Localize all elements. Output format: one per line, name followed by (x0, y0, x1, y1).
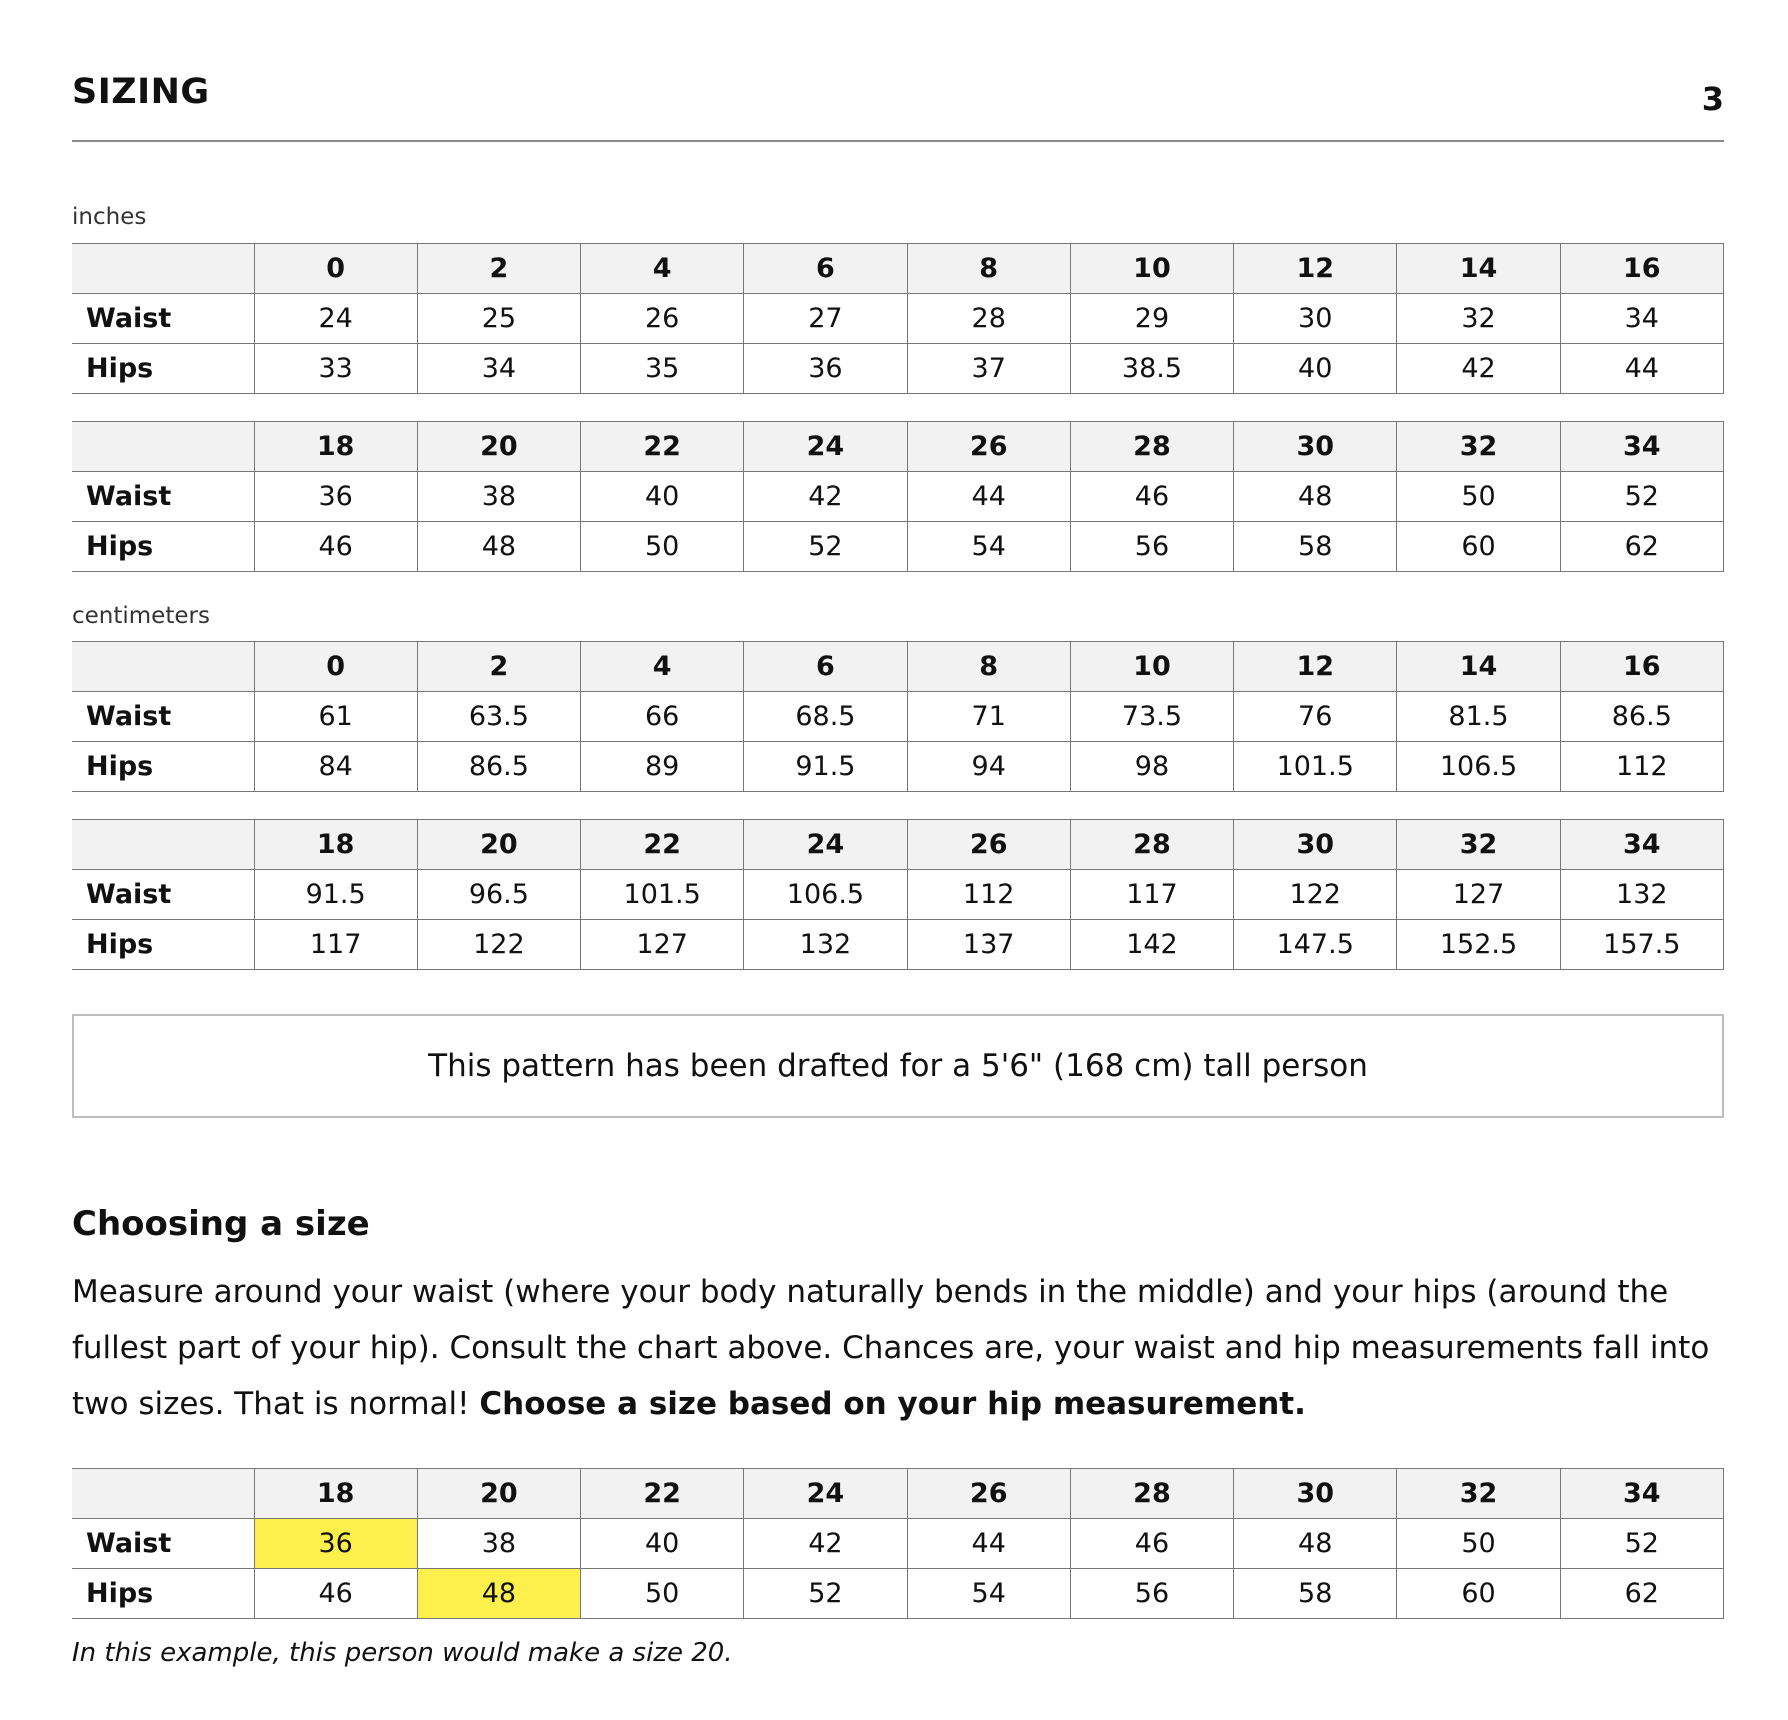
centimeters-table-1 (72, 641, 1724, 792)
size-header-row (72, 1469, 1724, 1519)
body-paragraph (72, 1264, 1732, 1432)
waist-cell: 46 (1070, 1519, 1233, 1569)
waist-cell: 25 (417, 294, 580, 344)
size-header-cell: 16 (1560, 244, 1723, 294)
hips-cell: 122 (417, 920, 580, 970)
waist-cell: 61 (254, 692, 417, 742)
hips-cell: 94 (907, 742, 1070, 792)
size-header-cell: 26 (907, 1469, 1070, 1519)
size-header-cell: 14 (1397, 244, 1560, 294)
corner-cell (72, 820, 254, 870)
body-paragraph-bold: Choose a size based on your hip measurement. (479, 1386, 1306, 1422)
waist-cell: 117 (1070, 870, 1233, 920)
size-header-cell: 34 (1560, 1469, 1723, 1519)
waist-cell: 40 (581, 1519, 744, 1569)
hips-cell: 132 (744, 920, 907, 970)
size-header-cell: 22 (581, 820, 744, 870)
hips-cell: 89 (581, 742, 744, 792)
waist-cell: 26 (581, 294, 744, 344)
waist-cell: 44 (907, 472, 1070, 522)
waist-cell: 42 (744, 472, 907, 522)
size-header-cell: 28 (1070, 1469, 1233, 1519)
size-header-cell: 4 (581, 244, 744, 294)
waist-cell: 48 (1234, 1519, 1397, 1569)
hips-cell: 142 (1070, 920, 1233, 970)
size-header-row (72, 422, 1724, 472)
hips-cell: 38.5 (1070, 344, 1233, 394)
example-caption: In this example, this person would make a size 20. (72, 1638, 733, 1668)
hips-row (72, 522, 1724, 572)
page-header (72, 62, 1724, 142)
size-header-cell: 6 (744, 642, 907, 692)
waist-cell: 34 (1560, 294, 1723, 344)
size-header-cell: 28 (1070, 820, 1233, 870)
hips-row (72, 920, 1724, 970)
waist-cell: 38 (417, 472, 580, 522)
waist-row (72, 294, 1724, 344)
size-header-cell: 24 (744, 820, 907, 870)
centimeters-table-2 (72, 819, 1724, 970)
waist-cell: 106.5 (744, 870, 907, 920)
corner-cell (72, 244, 254, 294)
waist-cell: 101.5 (581, 870, 744, 920)
size-header-cell: 18 (254, 422, 417, 472)
example-table (72, 1468, 1724, 1619)
corner-cell (72, 642, 254, 692)
hips-cell: 50 (581, 522, 744, 572)
section-heading: Choosing a size (72, 1204, 370, 1244)
waist-cell: 28 (907, 294, 1070, 344)
size-header-cell: 12 (1234, 642, 1397, 692)
hips-cell: 86.5 (417, 742, 580, 792)
size-header-cell: 0 (254, 642, 417, 692)
size-header-cell: 32 (1397, 422, 1560, 472)
waist-label: Waist (72, 870, 254, 920)
waist-cell: 63.5 (417, 692, 580, 742)
hips-cell: 101.5 (1234, 742, 1397, 792)
waist-label: Waist (72, 294, 254, 344)
size-header-cell: 28 (1070, 422, 1233, 472)
hips-cell: 54 (907, 522, 1070, 572)
size-header-cell: 18 (254, 820, 417, 870)
waist-cell: 52 (1560, 1519, 1723, 1569)
waist-cell: 42 (744, 1519, 907, 1569)
size-header-cell: 16 (1560, 642, 1723, 692)
size-header-row (72, 244, 1724, 294)
waist-cell: 81.5 (1397, 692, 1560, 742)
hips-cell: 52 (744, 1569, 907, 1619)
body-paragraph-text: Measure around your waist (where your body naturally bends in the middle) and your hips (around the fullest part of your hip). Consult the chart above. Chances are, your waist and hip measurements fall into two sizes. That is normal! (72, 1274, 1710, 1422)
size-header-cell: 10 (1070, 642, 1233, 692)
size-header-cell: 4 (581, 642, 744, 692)
waist-row (72, 472, 1724, 522)
waist-cell: 132 (1560, 870, 1723, 920)
waist-cell: 66 (581, 692, 744, 742)
size-header-row (72, 820, 1724, 870)
size-header-cell: 24 (744, 422, 907, 472)
size-header-cell: 8 (907, 244, 1070, 294)
hips-cell: 60 (1397, 522, 1560, 572)
hips-cell: 40 (1234, 344, 1397, 394)
hips-cell: 54 (907, 1569, 1070, 1619)
size-header-cell: 34 (1560, 820, 1723, 870)
size-header-cell: 34 (1560, 422, 1723, 472)
waist-cell: 76 (1234, 692, 1397, 742)
waist-row (72, 1519, 1724, 1569)
size-header-cell: 24 (744, 1469, 907, 1519)
hips-cell: 58 (1234, 522, 1397, 572)
hips-row (72, 742, 1724, 792)
hips-cell: 34 (417, 344, 580, 394)
hips-label: Hips (72, 522, 254, 572)
size-header-cell: 14 (1397, 642, 1560, 692)
hips-cell: 37 (907, 344, 1070, 394)
waist-cell: 50 (1397, 1519, 1560, 1569)
height-note-text: This pattern has been drafted for a 5'6" (168 cm) tall person (428, 1048, 1368, 1084)
waist-cell: 73.5 (1070, 692, 1233, 742)
hips-cell: 127 (581, 920, 744, 970)
corner-cell (72, 1469, 254, 1519)
waist-cell: 48 (1234, 472, 1397, 522)
size-header-cell: 26 (907, 820, 1070, 870)
hips-cell: 58 (1234, 1569, 1397, 1619)
waist-cell: 52 (1560, 472, 1723, 522)
size-header-cell: 8 (907, 642, 1070, 692)
hips-cell: 152.5 (1397, 920, 1560, 970)
hips-cell: 91.5 (744, 742, 907, 792)
size-header-cell: 10 (1070, 244, 1233, 294)
hips-label: Hips (72, 344, 254, 394)
size-header-cell: 2 (417, 642, 580, 692)
size-header-cell: 6 (744, 244, 907, 294)
size-header-cell: 30 (1234, 422, 1397, 472)
waist-cell-highlighted: 36 (254, 1519, 417, 1569)
waist-cell: 96.5 (417, 870, 580, 920)
waist-row (72, 870, 1724, 920)
inches-label: inches (72, 204, 147, 230)
waist-cell: 27 (744, 294, 907, 344)
waist-cell: 32 (1397, 294, 1560, 344)
size-header-cell: 0 (254, 244, 417, 294)
waist-cell: 91.5 (254, 870, 417, 920)
size-header-cell: 22 (581, 1469, 744, 1519)
size-header-cell: 20 (417, 820, 580, 870)
hips-cell: 46 (254, 1569, 417, 1619)
hips-cell: 117 (254, 920, 417, 970)
size-header-cell: 26 (907, 422, 1070, 472)
hips-row (72, 344, 1724, 394)
waist-cell: 29 (1070, 294, 1233, 344)
size-header-cell: 2 (417, 244, 580, 294)
hips-label: Hips (72, 1569, 254, 1619)
hips-cell: 48 (417, 522, 580, 572)
hips-cell: 35 (581, 344, 744, 394)
waist-cell: 30 (1234, 294, 1397, 344)
waist-cell: 46 (1070, 472, 1233, 522)
size-header-cell: 32 (1397, 1469, 1560, 1519)
waist-cell: 68.5 (744, 692, 907, 742)
hips-cell: 46 (254, 522, 417, 572)
corner-cell (72, 422, 254, 472)
hips-cell: 98 (1070, 742, 1233, 792)
hips-cell: 50 (581, 1569, 744, 1619)
hips-cell: 44 (1560, 344, 1723, 394)
waist-cell: 112 (907, 870, 1070, 920)
hips-cell: 106.5 (1397, 742, 1560, 792)
centimeters-label: centimeters (72, 603, 210, 629)
hips-cell: 137 (907, 920, 1070, 970)
hips-cell: 33 (254, 344, 417, 394)
waist-cell: 40 (581, 472, 744, 522)
hips-cell: 60 (1397, 1569, 1560, 1619)
waist-cell: 86.5 (1560, 692, 1723, 742)
waist-cell: 71 (907, 692, 1070, 742)
hips-cell: 157.5 (1560, 920, 1723, 970)
hips-cell: 112 (1560, 742, 1723, 792)
waist-cell: 36 (254, 472, 417, 522)
waist-cell: 24 (254, 294, 417, 344)
hips-cell: 36 (744, 344, 907, 394)
hips-cell: 42 (1397, 344, 1560, 394)
waist-label: Waist (72, 472, 254, 522)
waist-cell: 44 (907, 1519, 1070, 1569)
hips-cell: 62 (1560, 1569, 1723, 1619)
waist-label: Waist (72, 1519, 254, 1569)
page-number: 3 (1701, 80, 1724, 118)
height-note (72, 1014, 1724, 1118)
size-header-cell: 30 (1234, 1469, 1397, 1519)
size-header-cell: 22 (581, 422, 744, 472)
waist-cell: 122 (1234, 870, 1397, 920)
hips-cell: 147.5 (1234, 920, 1397, 970)
hips-cell: 52 (744, 522, 907, 572)
size-header-cell: 32 (1397, 820, 1560, 870)
hips-row (72, 1569, 1724, 1619)
size-header-cell: 20 (417, 1469, 580, 1519)
waist-label: Waist (72, 692, 254, 742)
size-header-row (72, 642, 1724, 692)
size-header-cell: 12 (1234, 244, 1397, 294)
size-header-cell: 20 (417, 422, 580, 472)
waist-cell: 127 (1397, 870, 1560, 920)
hips-cell: 62 (1560, 522, 1723, 572)
hips-cell-highlighted: 48 (417, 1569, 580, 1619)
inches-table-1 (72, 243, 1724, 394)
size-header-cell: 18 (254, 1469, 417, 1519)
hips-cell: 56 (1070, 1569, 1233, 1619)
waist-row (72, 692, 1724, 742)
hips-cell: 56 (1070, 522, 1233, 572)
waist-cell: 38 (417, 1519, 580, 1569)
hips-cell: 84 (254, 742, 417, 792)
page-title: SIZING (72, 72, 210, 112)
waist-cell: 50 (1397, 472, 1560, 522)
hips-label: Hips (72, 742, 254, 792)
hips-label: Hips (72, 920, 254, 970)
inches-table-2 (72, 421, 1724, 572)
size-header-cell: 30 (1234, 820, 1397, 870)
